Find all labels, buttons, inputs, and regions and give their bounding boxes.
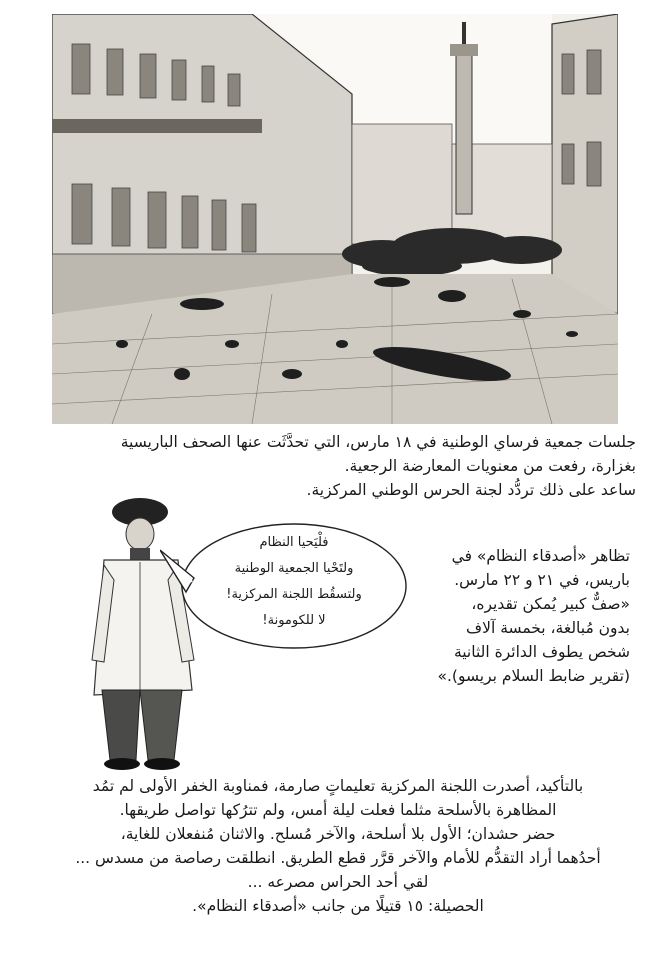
bottom-narrative bbox=[40, 774, 636, 918]
narrative-line: حضر حشدان؛ الأول بلا أسلحة، والآخر مُسلح. والاثنان مُنفعلان للغاية، bbox=[120, 825, 556, 843]
narrative-line: بالتأكيد، أصدرت اللجنة المركزية تعليماتٍ صارمة، فمناوبة الخفر الأولى لم تمُد bbox=[92, 777, 584, 795]
quote-line: بدون مُبالغة، بخمسة آلاف bbox=[466, 619, 630, 637]
quote-line: (تقرير ضابط السلام بريسو).» bbox=[437, 667, 630, 685]
quote-line: «صفٌّ كبير يُمكن تقديره، bbox=[471, 595, 630, 613]
speech-bubble-text bbox=[196, 530, 392, 634]
narrative-line: لقي أحد الحراس مصرعه ... bbox=[247, 873, 429, 891]
caption-line: جلسات جمعية فرساي الوطنية في ١٨ مارس، التي تحدَّثَت عنها الصحف الباريسية bbox=[120, 433, 636, 451]
narrative-line: أحدُهما أراد التقدُّم للأمام والآخر قرَّر قطع الطريق. انطلقت رصاصة من مسدس ... bbox=[75, 849, 601, 867]
speech-bubble bbox=[160, 520, 410, 660]
narrative-line: المظاهرة بالأسلحة مثلما فعلت ليلة أمس، ولم تترُكها تواصل طريقها. bbox=[119, 801, 557, 819]
narrative-line: الحصيلة: ١٥ قتيلًا من جانب «أصدقاء النظام». bbox=[192, 897, 484, 915]
quote-line: باريس، في ٢١ و ٢٢ مارس. bbox=[454, 571, 630, 589]
speech-line: فلْيَحيا النظام bbox=[259, 535, 329, 550]
quote-line: شخص يطوف الدائرة الثانية bbox=[453, 643, 630, 661]
speech-line: لا للكومونة! bbox=[262, 613, 326, 628]
caption-line: بغزارة، رفعت من معنويات المعارضة الرجعية. bbox=[344, 457, 636, 475]
speech-line: ولتسقُط اللجنة المركزية! bbox=[226, 587, 362, 602]
speech-line: ولتَحْيا الجمعية الوطنية bbox=[234, 561, 354, 576]
demonstration-report-text bbox=[420, 544, 630, 688]
quote-line: تظاهر «أصدقاء النظام» في bbox=[451, 547, 630, 565]
caption-line: ساعد على ذلك تردُّد لجنة الحرس الوطني المركزية. bbox=[306, 481, 636, 499]
street-engraving-image bbox=[52, 14, 618, 424]
